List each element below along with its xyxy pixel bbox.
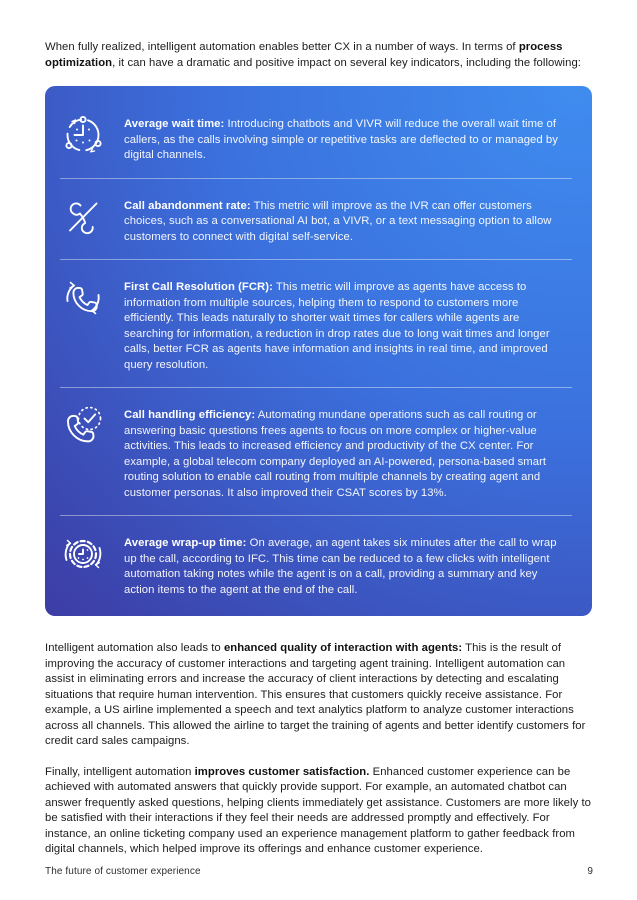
list-item-text (124, 111, 572, 164)
divider (60, 259, 572, 260)
divider (60, 387, 572, 388)
gear-clock-icon (59, 530, 107, 578)
phone-check-icon (59, 402, 107, 450)
phone-refresh-icon (59, 274, 107, 322)
list-item-body: This metric will improve as agents have access to information from multiple sources, helping them to respond to customers more efficiently. This leads naturally to shorter wait times for callers while agents are searching for information, a reduction in drop rates due to long wait times and longer calls, better FCR as agents have information and insights in real time, and improved query resolution. (124, 281, 550, 371)
page-footer (45, 866, 593, 877)
list-item-title: Average wait time: (124, 118, 225, 130)
list-item (59, 530, 572, 598)
divider (60, 178, 572, 179)
intro-text-bold: process optimization (45, 41, 563, 69)
divider (60, 515, 572, 516)
list-item (59, 402, 572, 501)
list-item-title: Call handling efficiency: (124, 409, 256, 421)
agents-text-post: This is the result of improving the accuracy of customer interactions and targeting agent training. Intelligent automation can assist in eliminating errors and increase the accuracy of client interactions by detecting and escalating situations that require human intervention. This ensures that customers quickly receive assistance. For example, a US airline implemented a speech and text analytics platform to analyze customer interactions across all channels. This allowed the airline to target the training of agents and better identify customers for credit card sales campaigns. (45, 642, 586, 747)
list-item-text (124, 193, 572, 246)
clock-icon (59, 111, 107, 159)
intro-text-pre: When fully realized, intelligent automation enables better CX in a number of ways. In terms of (45, 41, 519, 53)
key-indicators-card (45, 86, 592, 616)
list-item-body: On average, an agent takes six minutes after the call to wrap up the call, according to IFC. This time can be reduced to a few clicks with intelligent automation taking notes while the agent is on a call, providing a summary and key action items to the agent at the end of the call. (124, 537, 557, 596)
satisfaction-text-pre: Finally, intelligent automation (45, 765, 195, 778)
footer-page-number: 9 (587, 866, 593, 877)
list-item-text (124, 530, 572, 598)
list-item (59, 274, 572, 373)
footer-doc-title: The future of customer experience (45, 866, 201, 877)
list-item (59, 111, 572, 164)
phone-slash-icon (59, 193, 107, 241)
list-item-title: Average wrap-up time: (124, 537, 247, 549)
satisfaction-text-bold: improves customer satisfaction. (194, 765, 370, 778)
list-item-body: Automating mundane operations such as call routing or answering basic questions frees agents to focus on more complex or higher-value activities. This leads to increased efficiency and productivity of the CX center. For example, a global telecom company deployed an AI-powered, persona-based smart routing solution to enable call routing from multiple channels by creating agent and customer personas. It also improved their CSAT scores by 13%. (124, 409, 547, 499)
list-item-body: This metric will improve as the IVR can offer customers choices, such as a conversational AI bot, a VIVR, or a text messaging option to allow customers to connect with digital self-service. (124, 199, 552, 243)
list-item-title: First Call Resolution (FCR): (124, 281, 273, 293)
agents-paragraph (45, 641, 595, 750)
intro-text-post: , it can have a dramatic and positive impact on several key indicators, including the following: (112, 56, 581, 69)
list-item (59, 193, 572, 246)
list-item-title: Call abandonment rate: (124, 199, 251, 212)
satisfaction-paragraph (45, 765, 595, 858)
list-item-text (124, 274, 572, 373)
list-item-text (124, 402, 572, 501)
list-item-body: Introducing chatbots and VIVR will reduce the overall wait time of callers, as the calls involving simple or repetitive tasks are deflected to or managed by digital channels. (124, 118, 558, 161)
intro-paragraph (45, 40, 595, 71)
agents-text-bold: enhanced quality of interaction with agents: (223, 642, 463, 654)
agents-text-pre: Intelligent automation also leads to (45, 642, 224, 654)
satisfaction-text-post: Enhanced customer experience can be achieved with automated answers that quickly provide support. For example, an automated chatbot can answer frequently asked questions, helping clients immediately get assistance. Customers are more likely to be satisfied with their interactions if they feel their needs are addressed promptly and effectively. For instance, an online ticketing company used an experience management platform to gather feedback from digital channels, which helped improve its offerings and enhance customer experience. (45, 765, 591, 855)
